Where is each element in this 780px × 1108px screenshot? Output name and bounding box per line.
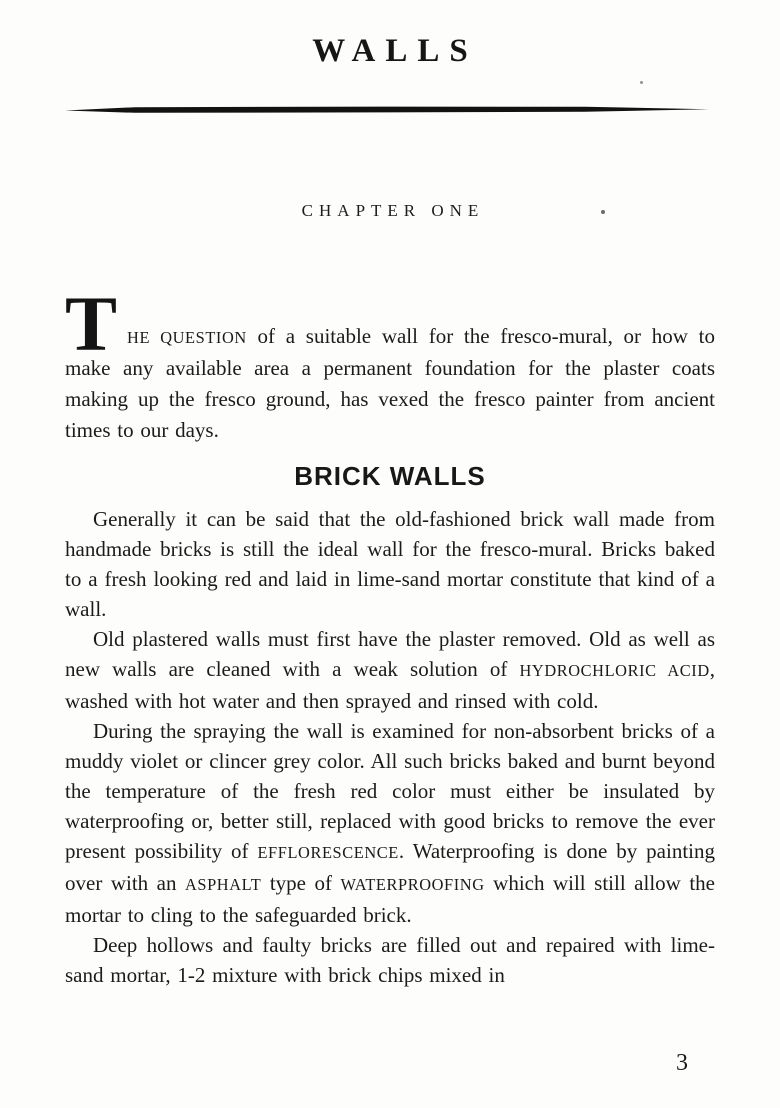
smallcaps-phrase: HE QUESTION: [127, 328, 247, 347]
scan-speck: [601, 210, 605, 214]
text-column: [65, 0, 715, 990]
paragraph: Deep hollows and faulty bricks are filled out and repaired with lime-sand mortar, 1-2 mixture with brick chips mixed in: [65, 933, 715, 987]
title-rule: [65, 104, 715, 116]
paragraph-text: Old plastered walls must first have the plaster removed. Old as well as new walls are cleaned with a weak solution of: [65, 627, 715, 681]
paragraph-text: , washed with hot water and then sprayed and rinsed with cold.: [65, 657, 715, 713]
section-heading: BRICK WALLS: [294, 461, 486, 491]
smallcaps-phrase: ASPHALT: [185, 875, 262, 894]
paragraph-text: of a suitable wall for the fresco-mural, or how to make any available area a permanent foundation for the plaster coats making up the fresco ground, has vexed the fresco painter from ancient times to our days.: [65, 324, 715, 442]
paragraph: [65, 624, 715, 716]
paragraph: [65, 716, 715, 930]
paragraph-text: type of: [261, 871, 341, 895]
page-number: 3: [676, 1050, 688, 1076]
scan-speck: [640, 81, 643, 84]
dropcap-letter: T: [65, 280, 118, 367]
swelled-rule-graphic: [65, 104, 709, 116]
smallcaps-phrase: EFFLORESCENCE: [257, 843, 399, 862]
paragraph-opening: [65, 280, 715, 446]
smallcaps-phrase: WATERPROOFING: [340, 875, 485, 894]
paragraph-text: which will still allow the mortar to cling to the safeguarded brick.: [65, 871, 715, 927]
paragraph-text: During the spraying the wall is examined for non-absorbent bricks of a muddy violet or clincer grey color. All such bricks baked and burnt beyond the temperature of the fresh red color must either be insulated by waterproofing or, better still, replaced with good bricks to remove the ever present possibility of: [65, 719, 715, 863]
page-title: WALLS: [312, 33, 478, 69]
paragraph: Generally it can be said that the old-fashioned brick wall made from handmade bricks is still the ideal wall for the fresco-mural. Bricks baked to a fresh looking red and laid in lime-sand mortar constitute that kind of a wall.: [65, 507, 715, 621]
chapter-heading: CHAPTER ONE: [301, 201, 485, 220]
paragraph-text: . Waterproofing is done by painting over with an: [65, 839, 716, 895]
smallcaps-phrase: HYDROCHLORIC ACID: [519, 661, 710, 680]
